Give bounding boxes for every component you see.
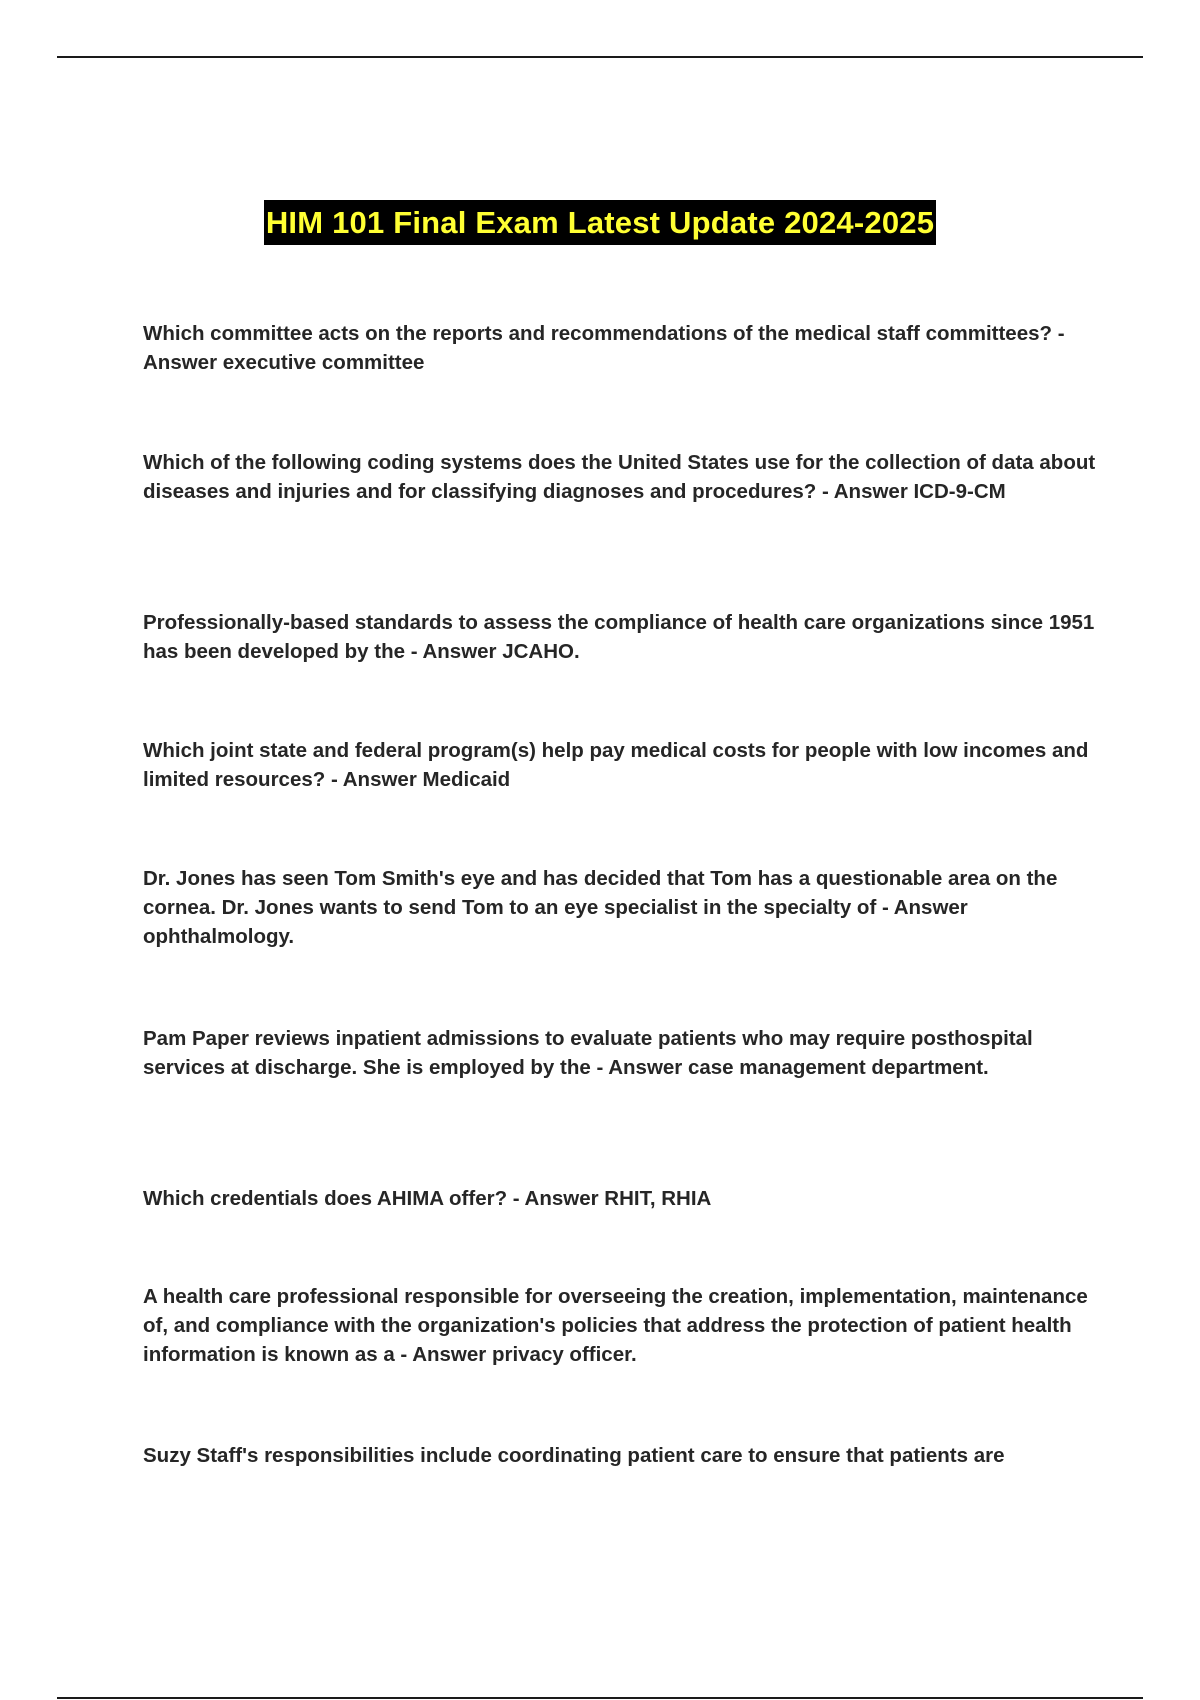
- bottom-rule: [57, 1697, 1143, 1699]
- qa-item: Professionally-based standards to assess the compliance of health care organizations since 1951 has been developed by the - Answer JCAHO.: [143, 611, 1095, 663]
- qa-item: Dr. Jones has seen Tom Smith's eye and has decided that Tom has a questionable area on the cornea. Dr. Jones wants to send Tom to an eye specialist in the specialty of - Answer ophthalmology.: [143, 867, 1058, 948]
- qa-item: Suzy Staff's responsibilities include coordinating patient care to ensure that patients are: [143, 1444, 1005, 1467]
- page-title: HIM 101 Final Exam Latest Update 2024-2025: [264, 200, 936, 245]
- qa-item: Pam Paper reviews inpatient admissions to evaluate patients who may require posthospital services at discharge. She is employed by the - Answer case management department.: [143, 1027, 1033, 1079]
- qa-item: A health care professional responsible for overseeing the creation, implementation, maintenance of, and compliance with the organization's policies that address the protection of patient health information is known as a - Answer privacy officer.: [143, 1285, 1088, 1366]
- qa-item: Which committee acts on the reports and recommendations of the medical staff committees? - Answer executive committee: [143, 322, 1065, 374]
- qa-item: Which joint state and federal program(s) help pay medical costs for people with low incomes and limited resources? - Answer Medicaid: [143, 739, 1089, 791]
- title-container: [0, 200, 1200, 245]
- top-rule: [57, 56, 1143, 58]
- qa-item: Which credentials does AHIMA offer? - Answer RHIT, RHIA: [143, 1187, 712, 1210]
- qa-item: Which of the following coding systems does the United States use for the collection of data about diseases and injuries and for classifying diagnoses and procedures? - Answer ICD-9-CM: [143, 451, 1096, 503]
